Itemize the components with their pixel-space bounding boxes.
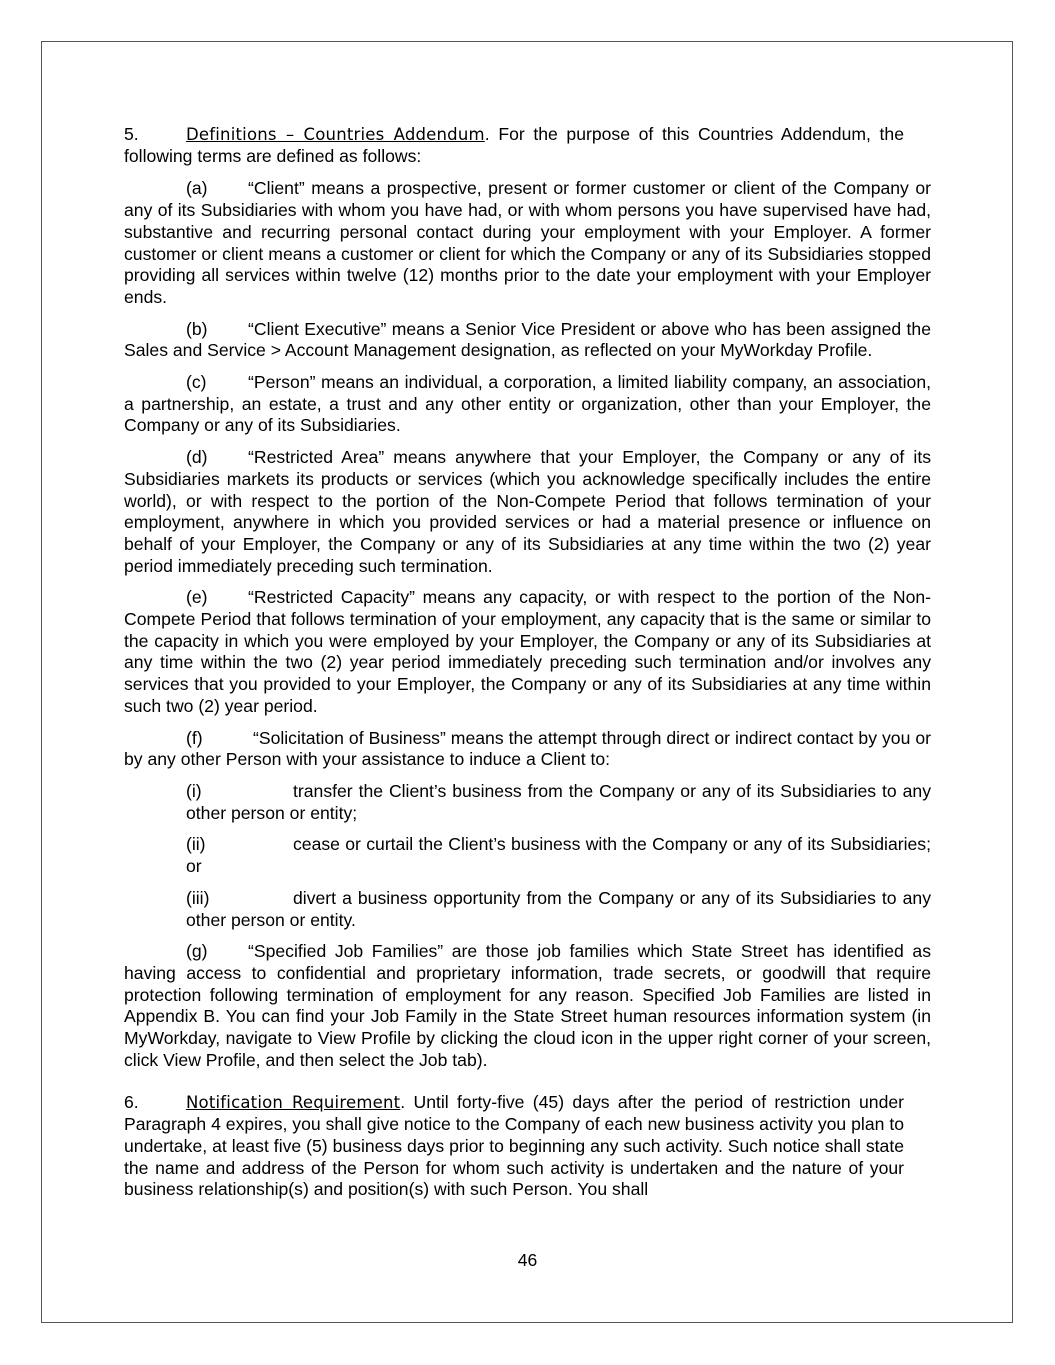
item-label: (a) (186, 178, 208, 199)
definition-b (124, 319, 931, 362)
item-label: (b) (186, 318, 208, 339)
item-label: (g) (186, 941, 208, 962)
subitem-text: transfer the Client’s business from the Company or any of its Subsidiaries to any other person or entity; (186, 780, 931, 823)
item-text: “Specified Job Families” are those job families which State Street has identified as having access to confidential and proprietary information, trade secrets, or goodwill that require protection following termination of employment for any reason. Specified Job Families are listed in Appendix B. You can find your Job Family in the State Street human resources information system (in MyWorkday, navigate to View Profile by clicking the cloud icon in the upper right corner of your screen, click View Profile, and then select the Job tab). (124, 941, 931, 1070)
definition-e (124, 587, 931, 717)
subitem-label: (i) (186, 780, 202, 801)
subitem-text: cease or curtail the Client’s business with the Company or any of its Subsidiaries; or (186, 834, 931, 877)
section-heading: Definitions – Countries Addendum (186, 125, 485, 144)
subitem-ii (124, 834, 931, 877)
subitem-iii (124, 888, 931, 931)
item-text: “Client” means a prospective, present or former customer or client of the Company or any of its Subsidiaries with whom you have had, or with whom persons you have supervised have had, substantive and recurring personal contact during your employment with your Employer. A former customer or client means a customer or client for which the Company or any of its Subsidiaries stopped providing all services within twelve (12) months prior to the date your employment with your Employer ends. (124, 178, 931, 307)
item-text: “Person” means an individual, a corporation, a limited liability company, an association, a partnership, an estate, a trust and any other entity or organization, other than your Employer, the Company or any of its Subsidiaries. (124, 372, 931, 436)
item-label: (e) (186, 587, 208, 608)
subitem-label: (iii) (186, 887, 210, 908)
document-body (124, 124, 931, 1201)
section-text: . Until forty-five (45) days after the period of restriction under Paragraph 4 expires, you shall give notice to the Company of each new business activity you plan to undertake, at least five (5) business days prior to beginning any such activity. Such notice shall state the name and address of the Person for whom such activity is undertaken and the nature of your business relationship(s) and position(s) with such Person. You shall (124, 1092, 904, 1200)
item-text: “Client Executive” means a Senior Vice President or above who has been assigned the Sales and Service > Account Management designation, as reflected on your MyWorkday Profile. (124, 318, 931, 361)
section-intro-text: . For the purpose of this Countries Addendum, the following terms are defined as follows: (124, 124, 904, 166)
item-text: “Solicitation of Business” means the attempt through direct or indirect contact by you or by any other Person with your assistance to induce a Client to: (124, 727, 931, 770)
item-label: (f) (186, 727, 203, 748)
subitem-text: divert a business opportunity from the Company or any of its Subsidiaries to any other person or entity. (186, 887, 931, 930)
subitem-i (124, 781, 931, 824)
definition-a (124, 178, 931, 308)
definition-g (124, 941, 931, 1071)
definition-f (124, 728, 931, 771)
item-text: “Restricted Area” means anywhere that your Employer, the Company or any of its Subsidiaries markets its products or services (which you acknowledge specifically includes the entire world), or with respect to the portion of the Non-Compete Period that follows termination of your employment, anywhere in which you provided services or had a material presence or influence on behalf of your Employer, the Company or any of its Subsidiaries at any time within the two (2) year period immediately preceding such termination. (124, 447, 931, 576)
section-number: 6. (124, 1092, 139, 1113)
section-5-intro (124, 124, 904, 167)
definition-d (124, 447, 931, 577)
subitem-label: (ii) (186, 834, 206, 855)
item-label: (c) (186, 372, 207, 393)
section-6 (124, 1092, 904, 1201)
definition-c (124, 372, 931, 437)
item-text: “Restricted Capacity” means any capacity, or with respect to the portion of the Non-Compete Period that follows termination of your employment, any capacity that is the same or similar to the capacity in which you were employed by your Employer, the Company or any of its Subsidiaries at any time within the two (2) year period immediately preceding such termination and/or involves any services that you provided to your Employer, the Company or any of its Subsidiaries at any time within such two (2) year period. (124, 587, 931, 716)
page-number: 46 (517, 1250, 538, 1270)
section-number: 5. (124, 124, 139, 144)
item-label: (d) (186, 447, 208, 468)
section-heading: Notification Requirement (186, 1093, 401, 1113)
